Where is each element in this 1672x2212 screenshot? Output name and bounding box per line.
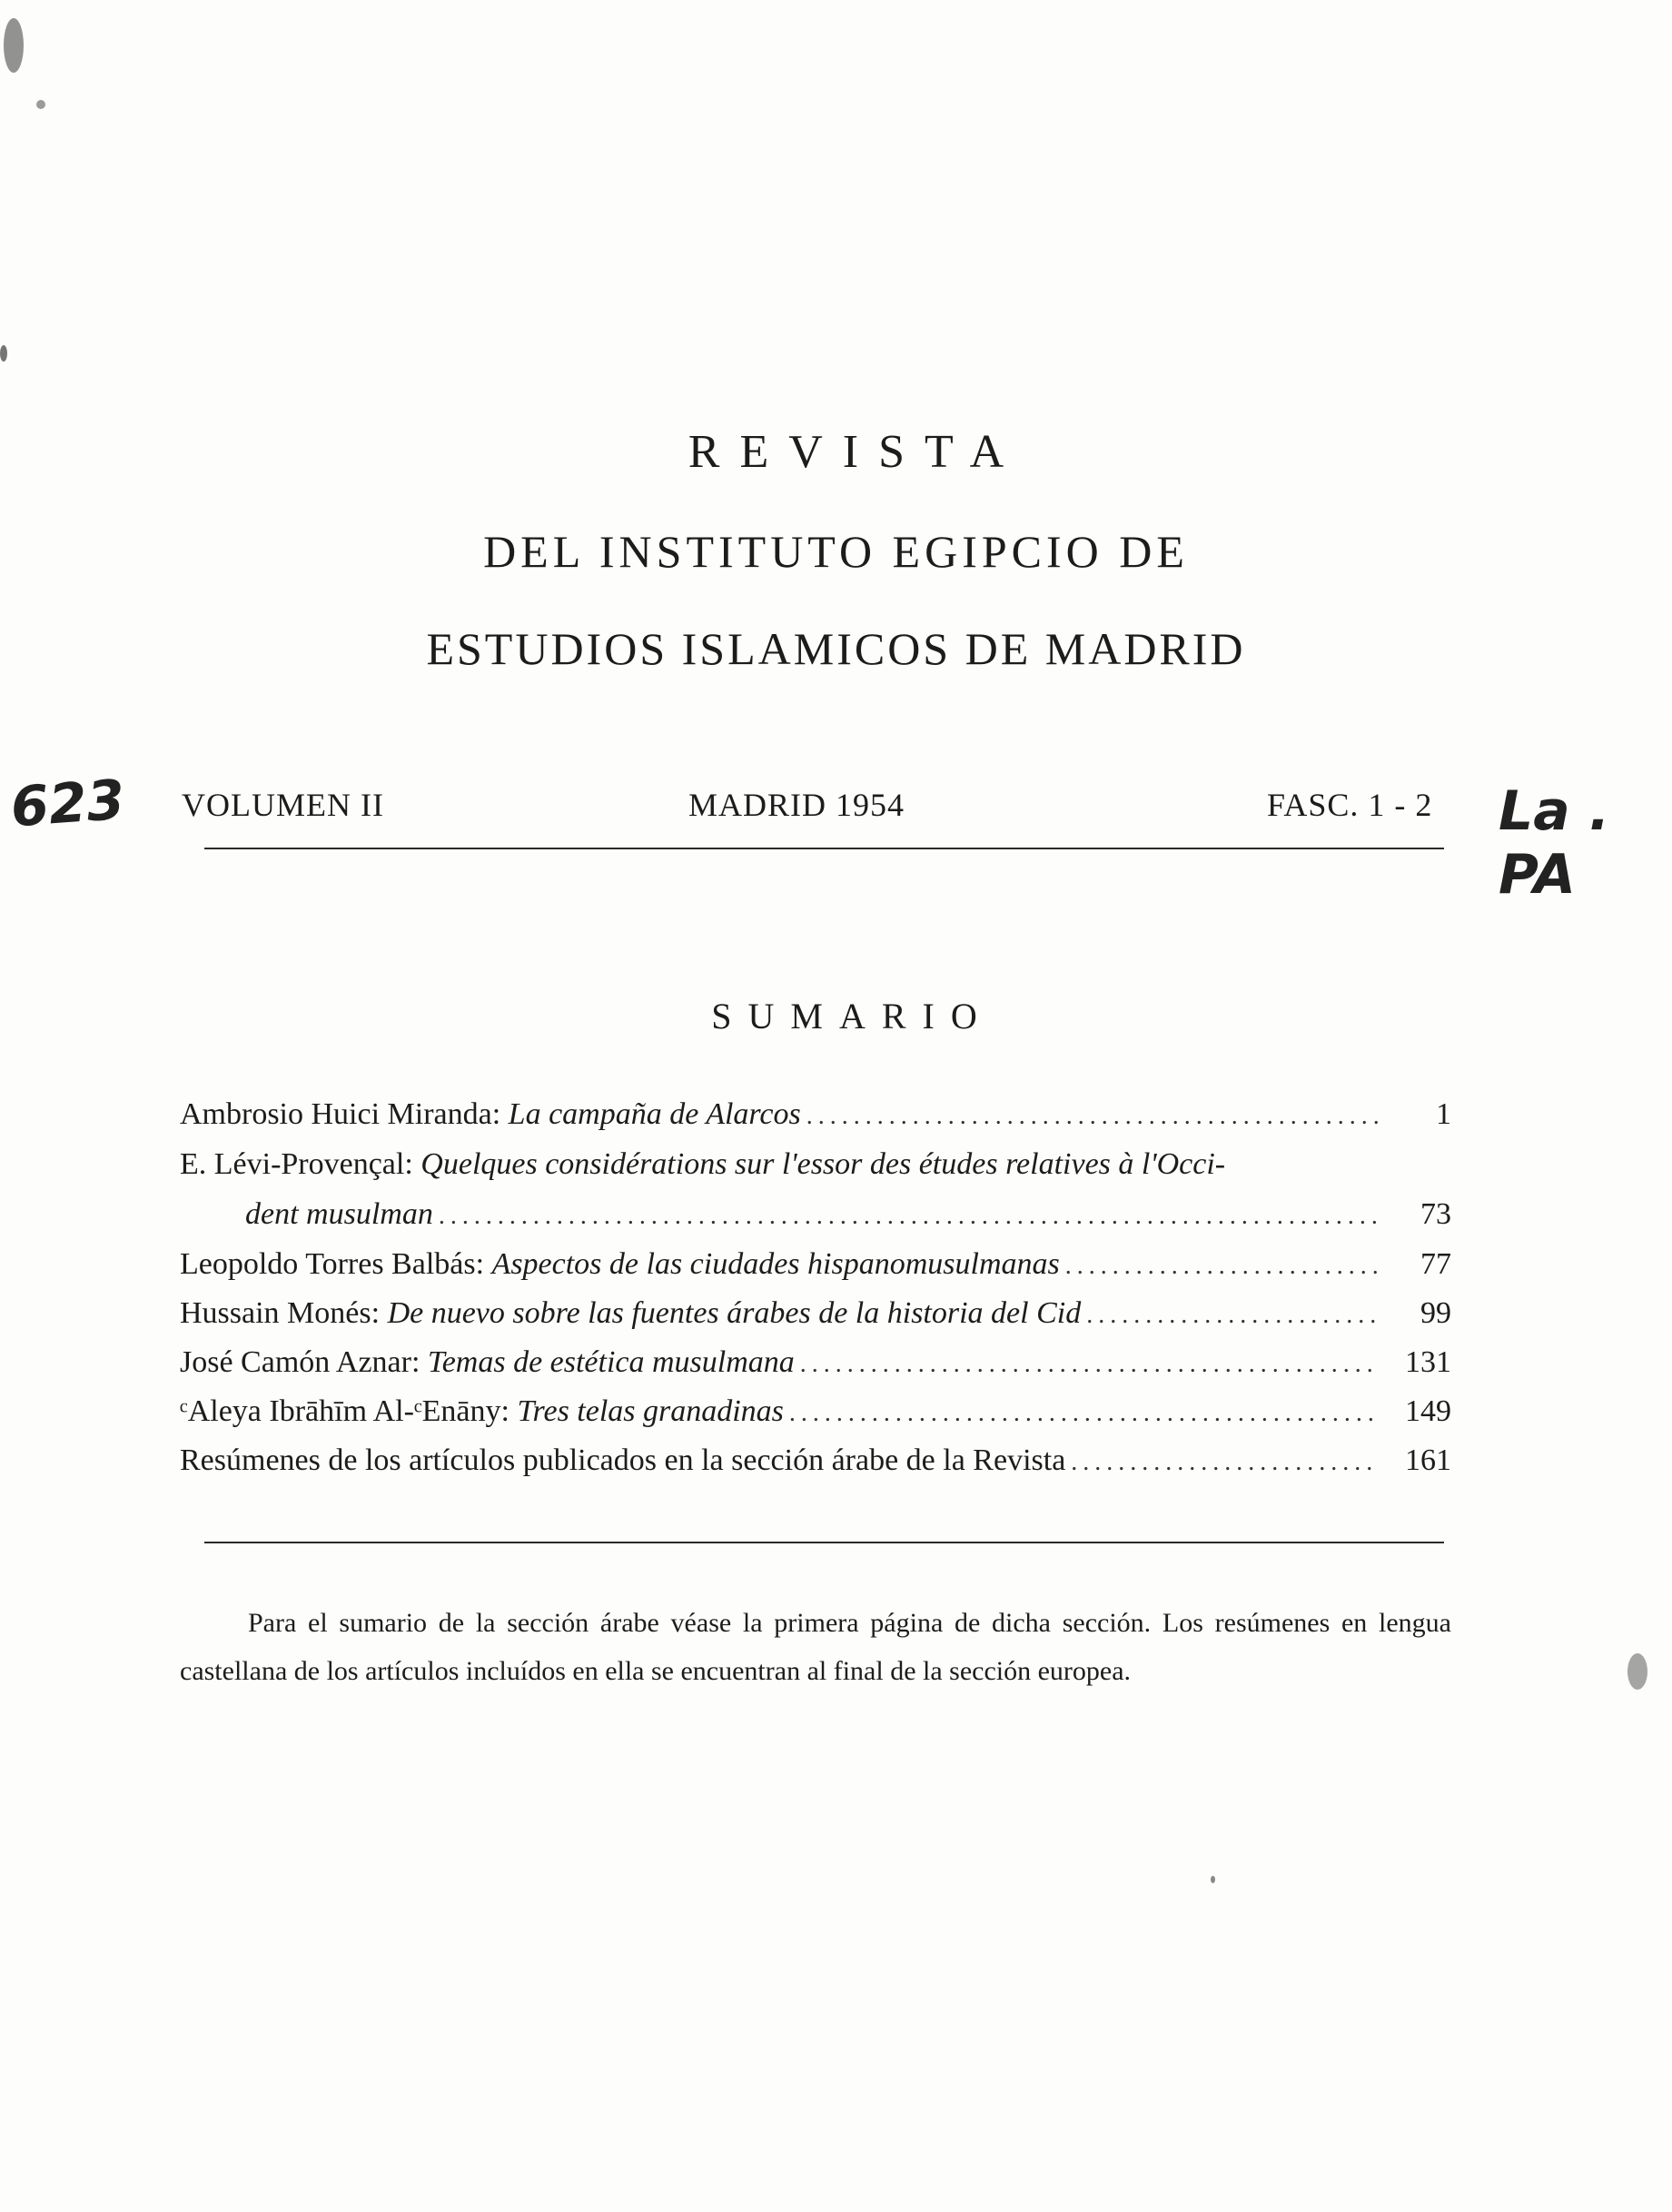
place-year-label: MADRID 1954 [688, 787, 905, 823]
toc-leader [806, 1102, 1379, 1131]
toc-author: Resúmenes de los artículos publicados en la sección árabe de la Revista [180, 1443, 1066, 1477]
toc-entry [180, 1443, 1451, 1489]
toc-leader [800, 1350, 1379, 1379]
toc-page-number: 1 [1436, 1097, 1451, 1131]
toc-title: Temas de estética musulmana [427, 1345, 795, 1379]
toc-page-number: 73 [1420, 1197, 1451, 1231]
toc-title: De nuevo sobre las fuentes árabes de la historia del Cid [387, 1296, 1082, 1330]
toc-page-number: 77 [1420, 1247, 1451, 1281]
toc-author: José Camón Aznar: [180, 1345, 420, 1379]
header-divider [204, 848, 1444, 849]
toc-page-number: 149 [1405, 1394, 1451, 1428]
toc-author: Leopoldo Torres Balbás: [180, 1247, 485, 1281]
handwritten-annotation: La . PA [1499, 779, 1610, 907]
toc-title: Quelques considérations sur l'essor des études relatives à l'Occi- [420, 1147, 1226, 1181]
toc-leader [1071, 1448, 1379, 1477]
toc-entry [180, 1097, 1451, 1143]
note-text: Para el sumario de la sección árabe véase la primera página de dicha sección. Los resúmenes en lengua castellana de los artículos incluídos en ella se encuentran al final de la sección europea. [180, 1608, 1451, 1686]
toc-author: ᶜAleya Ibrāhīm Al-ᶜEnāny: [180, 1394, 510, 1428]
toc-title: Aspectos de las ciudades hispanomusulmanas [491, 1247, 1060, 1281]
sumario-divider [204, 1542, 1444, 1543]
fascicle-label: FASC. 1 - 2 [1267, 787, 1433, 823]
toc-leader [1086, 1301, 1379, 1330]
handwritten-shelf-number: 623 [8, 768, 127, 840]
journal-title-line-3: ESTUDIOS ISLAMICOS DE MADRID [426, 623, 1246, 674]
toc-page-number: 131 [1405, 1345, 1451, 1379]
toc-page-number: 161 [1405, 1443, 1451, 1477]
toc-author: Ambrosio Huici Miranda: [180, 1097, 501, 1131]
toc-entry [180, 1296, 1451, 1342]
note-paragraph [180, 1599, 1451, 1695]
scan-speck [1627, 1653, 1647, 1690]
toc-title: Tres telas granadinas [517, 1394, 784, 1428]
toc-entry [245, 1197, 1451, 1243]
toc-title: dent musulman [245, 1197, 433, 1231]
journal-title-line-2: DEL INSTITUTO EGIPCIO DE [483, 526, 1189, 577]
scan-speck [36, 100, 45, 109]
toc-author: Hussain Monés: [180, 1296, 381, 1330]
toc-entry [180, 1394, 1451, 1440]
toc-leader [439, 1202, 1379, 1231]
scan-speck [1211, 1876, 1215, 1883]
sumario-heading: SUMARIO [711, 996, 994, 1037]
scan-speck [0, 345, 7, 362]
toc-author: E. Lévi-Provençal: [180, 1147, 413, 1181]
toc-leader [789, 1399, 1379, 1428]
toc-entry [180, 1147, 1451, 1193]
toc-page-number: 99 [1420, 1296, 1451, 1330]
toc-entry [180, 1345, 1451, 1391]
toc-leader [1065, 1252, 1379, 1281]
toc-title: La campaña de Alarcos [508, 1097, 801, 1131]
journal-title-line-1: REVISTA [688, 426, 1024, 478]
toc-entry [180, 1247, 1451, 1293]
volume-label: VOLUMEN II [182, 787, 384, 823]
scan-speck [4, 18, 24, 73]
